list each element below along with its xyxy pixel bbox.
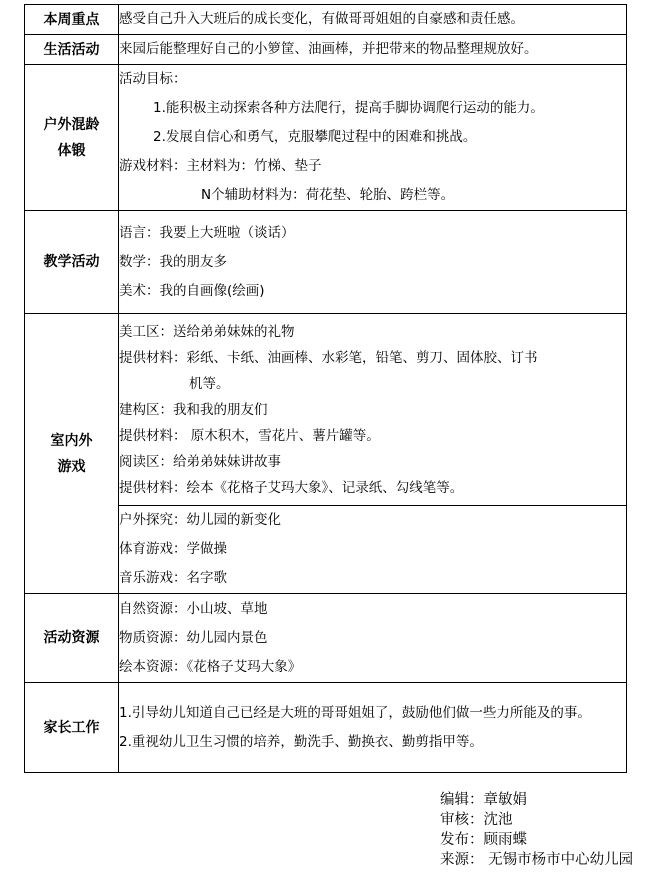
resources-content — [119, 594, 627, 683]
row-life-activity — [25, 35, 627, 65]
row-resources — [25, 594, 627, 683]
nature-resource: 自然资源：小山坡、草地 — [119, 600, 268, 617]
outdoor-exercise-content — [119, 65, 627, 211]
life-activity-line: 来园后能整理好自己的小箩筐、油画棒，并把带来的物品整理规放好。 — [119, 41, 538, 57]
material-resource: 物质资源：幼儿园内景色 — [119, 629, 268, 646]
art-materials-line-2: 机等。 — [189, 375, 230, 392]
outdoor-goal-2: 2.发展自信心和勇气，克服攀爬过程中的困难和挑战。 — [153, 129, 477, 145]
build-materials: 提供材料： 原木积木，雪花片、薯片罐等。 — [119, 427, 380, 444]
games-label-line-1: 室内外 — [50, 432, 93, 449]
credit-publisher: 发布：顾雨蝶 — [440, 832, 527, 848]
parents-content — [119, 683, 627, 773]
teaching-language: 语言：我要上大班啦（谈话） — [119, 224, 295, 241]
outdoor-label-line-1: 户外混龄 — [43, 116, 100, 133]
outdoor-goal-title: 活动目标： — [119, 71, 187, 87]
row-parents — [25, 683, 627, 773]
sports-game: 体育游戏：学做操 — [119, 541, 227, 557]
credits-block — [440, 790, 633, 870]
outdoor-explore: 户外探究：幼儿园的新变化 — [119, 512, 281, 528]
outdoor-main-materials: 游戏材料：主材料为：竹梯、垫子 — [119, 158, 322, 174]
outdoor-label-line-2: 体锻 — [57, 142, 86, 159]
weekly-focus-text — [119, 5, 627, 35]
weekly-plan-table — [24, 4, 627, 773]
teaching-label: 教学活动 — [25, 211, 119, 314]
picture-book-resource: 绘本资源：《花格子艾玛大象》 — [119, 658, 302, 675]
teaching-content — [119, 211, 627, 314]
read-materials: 提供材料：绘本《花格子艾玛大象》、记录纸、勾线笔等。 — [119, 479, 464, 496]
outdoor-aux-materials: N个辅助材料为：荷花垫、轮胎、跨栏等。 — [201, 187, 455, 203]
teaching-math: 数学：我的朋友多 — [119, 253, 227, 270]
row-games-areas — [25, 314, 627, 506]
art-area: 美工区：送给弟弟妹妹的礼物 — [119, 323, 295, 340]
credit-editor: 编辑：章敏娟 — [440, 792, 527, 808]
weekly-focus-line: 感受自己升入大班后的成长变化，有做哥哥姐姐的自豪感和责任感。 — [119, 11, 524, 27]
read-area: 阅读区：给弟弟妹妹讲故事 — [119, 453, 281, 470]
parents-item-2: 2.重视幼儿卫生习惯的培养，勤洗手、勤换衣、勤剪指甲等。 — [119, 733, 483, 750]
life-activity-text — [119, 35, 627, 65]
games-areas-content — [119, 314, 627, 506]
outdoor-goal-1: 1.能积极主动探索各种方法爬行，提高手脚协调爬行运动的能力。 — [153, 100, 544, 116]
life-activity-label: 生活活动 — [25, 35, 119, 65]
credit-reviewer: 审核：沈池 — [440, 812, 513, 828]
music-game: 音乐游戏：名字歌 — [119, 570, 227, 586]
row-weekly-focus — [25, 5, 627, 35]
row-outdoor-exercise — [25, 65, 627, 211]
outdoor-exercise-label — [25, 65, 119, 211]
games-label-line-2: 游戏 — [57, 458, 86, 475]
row-teaching — [25, 211, 627, 314]
credit-source: 来源： 无锡市杨市中心幼儿园 — [440, 852, 634, 868]
parents-label: 家长工作 — [25, 683, 119, 773]
teaching-art: 美术：我的自画像(绘画) — [119, 282, 265, 299]
weekly-focus-label: 本周重点 — [25, 5, 119, 35]
resources-label: 活动资源 — [25, 594, 119, 683]
build-area: 建构区：我和我的朋友们 — [119, 401, 268, 418]
parents-item-1: 1.引导幼儿知道自己已经是大班的哥哥姐姐了，鼓励他们做一些力所能及的事。 — [119, 704, 591, 721]
art-materials-line-1: 提供材料：彩纸、卡纸、油画棒、水彩笔，铅笔、剪刀、固体胶、订书 — [119, 349, 538, 366]
games-outdoor-content — [119, 506, 627, 594]
games-label — [25, 314, 119, 594]
